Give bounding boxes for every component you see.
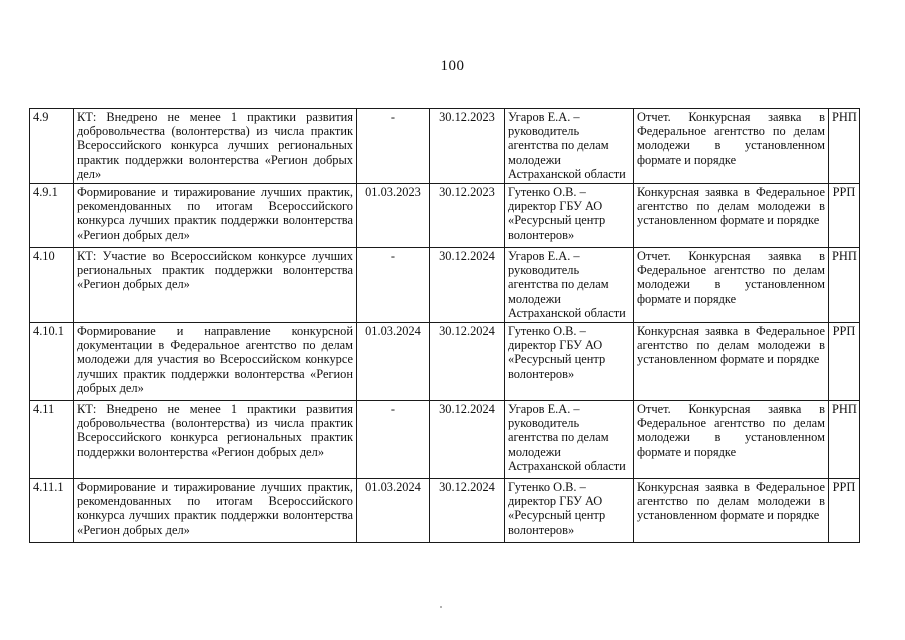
end-date-cell: 30.12.2024: [430, 323, 505, 401]
start-date-cell: 01.03.2023: [357, 184, 430, 248]
row-number-cell: 4.11: [30, 401, 74, 479]
level-cell: РНП: [829, 401, 860, 479]
level-cell: РНП: [829, 109, 860, 184]
activity-plan-table: [29, 108, 860, 543]
level-cell: РРП: [829, 479, 860, 543]
responsible-cell: Угаров Е.А. – руководитель агентства по делам молодежи Астраханской области: [505, 109, 634, 184]
end-date-cell: 30.12.2024: [430, 401, 505, 479]
table-row: [30, 401, 860, 479]
end-date-cell: 30.12.2023: [430, 184, 505, 248]
task-cell: Формирование и тиражирование лучших практик, рекомендованных по итогам Всероссийского конкурса лучших практик поддержки волонтерства «Регион добрых дел»: [74, 184, 357, 248]
table-row: [30, 479, 860, 543]
table-row: [30, 323, 860, 401]
result-cell: Конкурсная заявка в Федеральное агентство по делам молодежи в установленном формате и порядке: [634, 479, 829, 543]
row-number-cell: 4.10.1: [30, 323, 74, 401]
row-number-cell: 4.11.1: [30, 479, 74, 543]
task-cell: КТ: Внедрено не менее 1 практики развития добровольчества (волонтерства) из числа практик Всероссийского конкурса лучших региональных практик поддержки волонтерства «Регион добрых дел»: [74, 109, 357, 184]
end-date-cell: 30.12.2023: [430, 109, 505, 184]
end-date-cell: 30.12.2024: [430, 248, 505, 323]
table-row: [30, 248, 860, 323]
start-date-cell: -: [357, 248, 430, 323]
level-cell: РРП: [829, 184, 860, 248]
start-date-cell: -: [357, 401, 430, 479]
start-date-cell: 01.03.2024: [357, 479, 430, 543]
result-cell: Отчет. Конкурсная заявка в Федеральное агентство по делам молодежи в установленном формате и порядке: [634, 401, 829, 479]
scan-speck: [440, 606, 442, 608]
start-date-cell: -: [357, 109, 430, 184]
task-cell: Формирование и направление конкурсной документации в Федеральное агентство по делам молодежи для участия во Всероссийском конкурсе лучших практик поддержки волонтерства «Регион добрых дел»: [74, 323, 357, 401]
responsible-cell: Гутенко О.В. – директор ГБУ АО «Ресурсный центр волонтеров»: [505, 479, 634, 543]
table-row: [30, 184, 860, 248]
level-cell: РРП: [829, 323, 860, 401]
start-date-cell: 01.03.2024: [357, 323, 430, 401]
result-cell: Отчет. Конкурсная заявка в Федеральное агентство по делам молодежи в установленном формате и порядке: [634, 248, 829, 323]
task-cell: КТ: Участие во Всероссийском конкурсе лучших региональных практик поддержки волонтерства «Регион добрых дел»: [74, 248, 357, 323]
responsible-cell: Гутенко О.В. – директор ГБУ АО «Ресурсный центр волонтеров»: [505, 323, 634, 401]
table-row: [30, 109, 860, 184]
table-body: [30, 109, 860, 543]
task-cell: Формирование и тиражирование лучших практик, рекомендованных по итогам Всероссийского конкурса лучших практик поддержки волонтерства «Регион добрых дел»: [74, 479, 357, 543]
result-cell: Отчет. Конкурсная заявка в Федеральное агентство по делам молодежи в установленном формате и порядке: [634, 109, 829, 184]
row-number-cell: 4.9: [30, 109, 74, 184]
result-cell: Конкурсная заявка в Федеральное агентство по делам молодежи в установленном формате и порядке: [634, 323, 829, 401]
level-cell: РНП: [829, 248, 860, 323]
row-number-cell: 4.9.1: [30, 184, 74, 248]
page-number: 100: [440, 58, 465, 74]
result-cell: Конкурсная заявка в Федеральное агентство по делам молодежи в установленном формате и порядке: [634, 184, 829, 248]
responsible-cell: Угаров Е.А. – руководитель агентства по делам молодежи Астраханской области: [505, 401, 634, 479]
responsible-cell: Гутенко О.В. – директор ГБУ АО «Ресурсный центр волонтеров»: [505, 184, 634, 248]
row-number-cell: 4.10: [30, 248, 74, 323]
end-date-cell: 30.12.2024: [430, 479, 505, 543]
responsible-cell: Угаров Е.А. – руководитель агентства по делам молодежи Астраханской области: [505, 248, 634, 323]
task-cell: КТ: Внедрено не менее 1 практики развития добровольчества (волонтерства) из числа практик Всероссийского конкурса региональных практик поддержки волонтерства «Регион добрых дел»: [74, 401, 357, 479]
